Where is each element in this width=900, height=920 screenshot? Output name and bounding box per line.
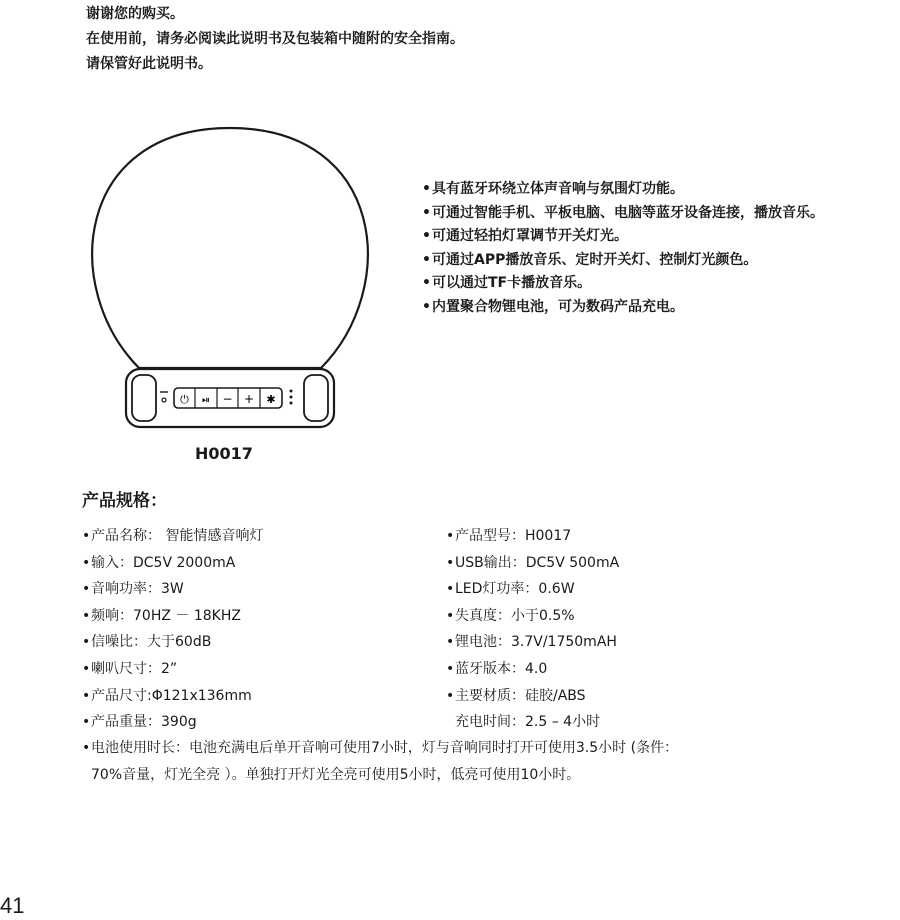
power-icon: ⏻ [180,393,189,406]
battery-line: 70%音量，灯光全亮 ）。单独打开灯光全亮可使用5小时，低亮可使用10小时。 [91,766,581,783]
spec-item: • 信噪比：大于60dB [82,629,263,656]
battery-life-note [82,735,897,788]
volume-down-icon: − [222,392,233,406]
spec-item: • 频响：70HZ － 18KHZ [82,603,263,630]
spec-item: • 音响功率：3W [82,576,263,603]
feature-list [422,178,892,319]
battery-line: • 电池使用时长：电池充满电后单开音响可使用7小时，灯与音响同时打开可使用3.5小时 (条件： [82,735,897,762]
spec-item: • 失真度：小于0.5% [446,603,619,630]
model-label: H0017 [195,444,253,463]
volume-up-icon: + [243,392,255,406]
spec-heading: 产品规格： [82,491,167,511]
intro-text [86,2,464,77]
feature-item: • 可以通过TF卡播放音乐。 [422,272,892,296]
spec-item: • 主要材质：硅胶/ABS [446,683,619,710]
spec-item: • USB输出：DC5V 500mA [446,550,619,577]
spec-list-right [446,523,619,736]
page-number: 41 [0,893,25,918]
speaker-lamp-drawing [80,88,380,448]
feature-item: • 可通过APP播放音乐、定时开关灯、控制灯光颜色。 [422,249,892,273]
spec-item: • 输入：DC5V 2000mA [82,550,263,577]
spec-item: • 喇叭尺寸：2” [82,656,263,683]
intro-line: 谢谢您的购买。 [86,6,184,22]
feature-item: • 具有蓝牙环绕立体声音响与氛围灯功能。 [422,178,892,202]
play-pause-icon: ⏯ [202,395,210,406]
spec-item: • 蓝牙版本：4.0 [446,656,619,683]
spec-item: • 锂电池：3.7V/1750mAH [446,629,619,656]
product-illustration [80,88,380,468]
intro-line: 在使用前，请务必阅读此说明书及包装箱中随附的安全指南。 [86,31,464,47]
feature-item: • 内置聚合物锂电池，可为数码产品充电。 [422,296,892,320]
spec-item: • 产品尺寸:Φ121x136mm [82,683,263,710]
feature-item: • 可通过智能手机、平板电脑、电脑等蓝牙设备连接，播放音乐。 [422,202,892,226]
globe-shade [92,128,368,368]
spec-item: 充电时间：2.5 – 4小时 [455,714,601,731]
light-icon: ✱ [266,393,276,406]
spec-list-left [82,523,263,736]
spec-item: • 产品重量：390g [82,709,263,736]
feature-item: • 可通过轻拍灯罩调节开关灯光。 [422,225,892,249]
intro-line: 请保管好此说明书。 [86,56,212,72]
spec-item: • 产品名称： 智能情感音响灯 [82,523,263,550]
spec-item: • 产品型号：H0017 [446,523,619,550]
led-indicator-icon [290,390,293,405]
spec-item: • LED灯功率：0.6W [446,576,619,603]
